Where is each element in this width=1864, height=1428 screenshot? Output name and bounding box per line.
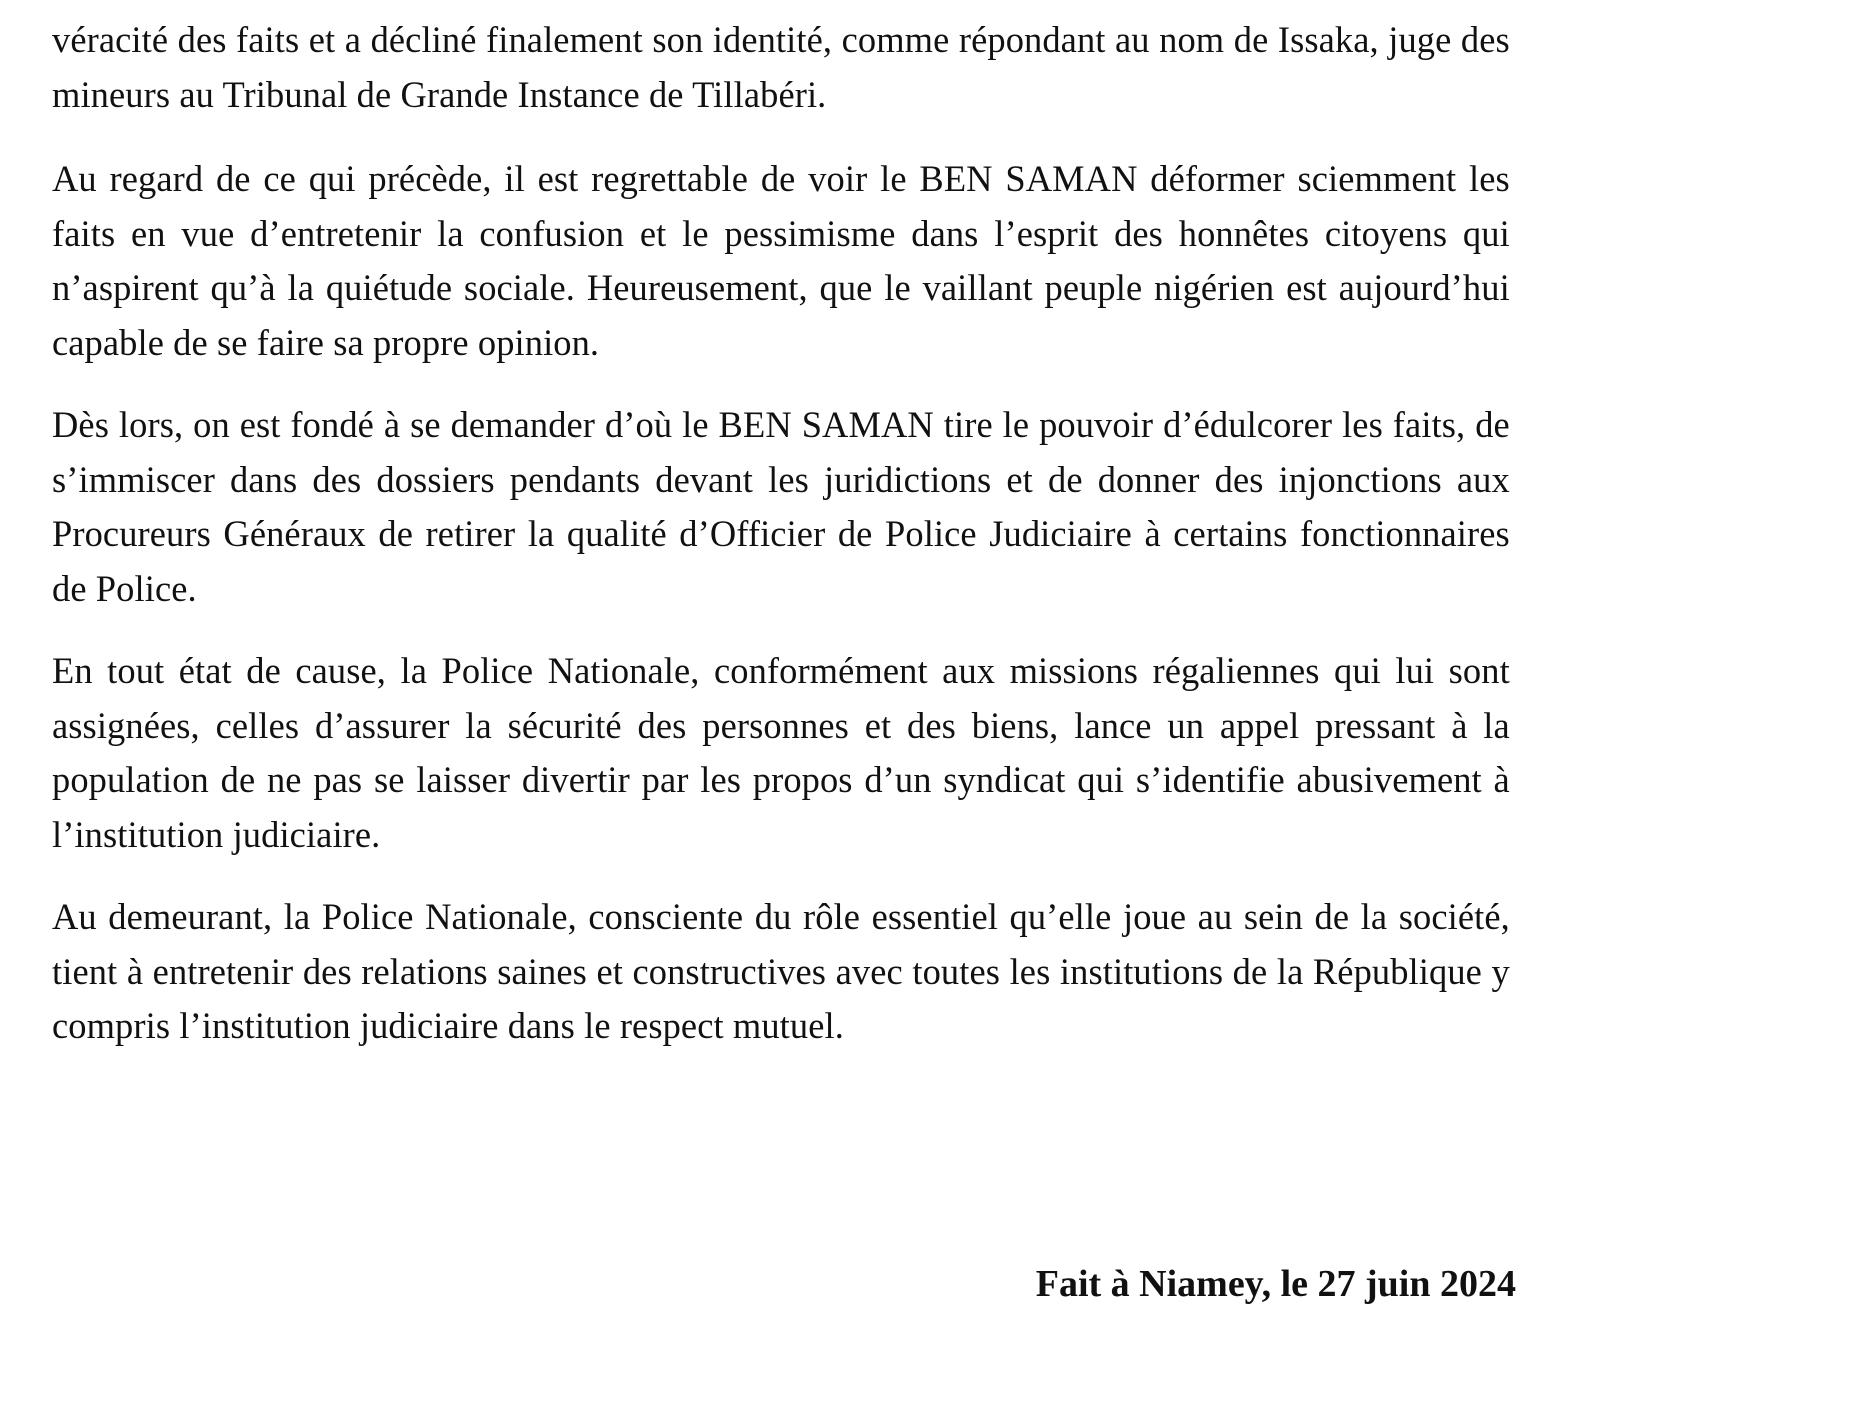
paragraph-au-demeurant: Au demeurant, la Police Nationale, consciente du rôle essentiel qu’elle joue au sein de la société, tient à entretenir des relations saines et constructives avec toutes les institutions de la République y compris l’institution judiciaire dans le respect mutuel. [52,897,1510,1047]
paragraph-identity: véracité des faits et a décliné finalement son identité, comme répondant au nom de Issaka, juge des mineurs au Tribunal de Grande Instance de Tillabéri. [52,20,1510,116]
paragraph-police-appeal: En tout état de cause, la Police Nationale, conformément aux missions régaliennes qui lui sont assignées, celles d’assurer la sécurité des personnes et des biens, lance un appel pressant à la population de ne pas se laisser divertir par les propos d’un syndicat qui s’identifie abusivement à l’institution judiciaire. [52,651,1510,856]
paragraph-des-lors: Dès lors, on est fondé à se demander d’où le BEN SAMAN tire le pouvoir d’édulcorer les faits, de s’immiscer dans des dossiers pendants devant les juridictions et de donner des injonctions aux Procureurs Généraux de retirer la qualité d’Officier de Police Judiciaire à certains fonctionnaires de Police. [52,405,1510,610]
signature-place-date: Fait à Niamey, le 27 juin 2024 [1035,1263,1516,1305]
paragraph-ben-saman-distortion: Au regard de ce qui précède, il est regrettable de voir le BEN SAMAN déformer sciemment les faits en vue d’entretenir la confusion et le pessimisme dans l’esprit des honnêtes citoyens qui n’aspirent qu’à la quiétude sociale. Heureusement, que le vaillant peuple nigérien est aujourd’hui capable de se faire sa propre opinion. [52,159,1510,364]
document-page [52,14,1532,1083]
